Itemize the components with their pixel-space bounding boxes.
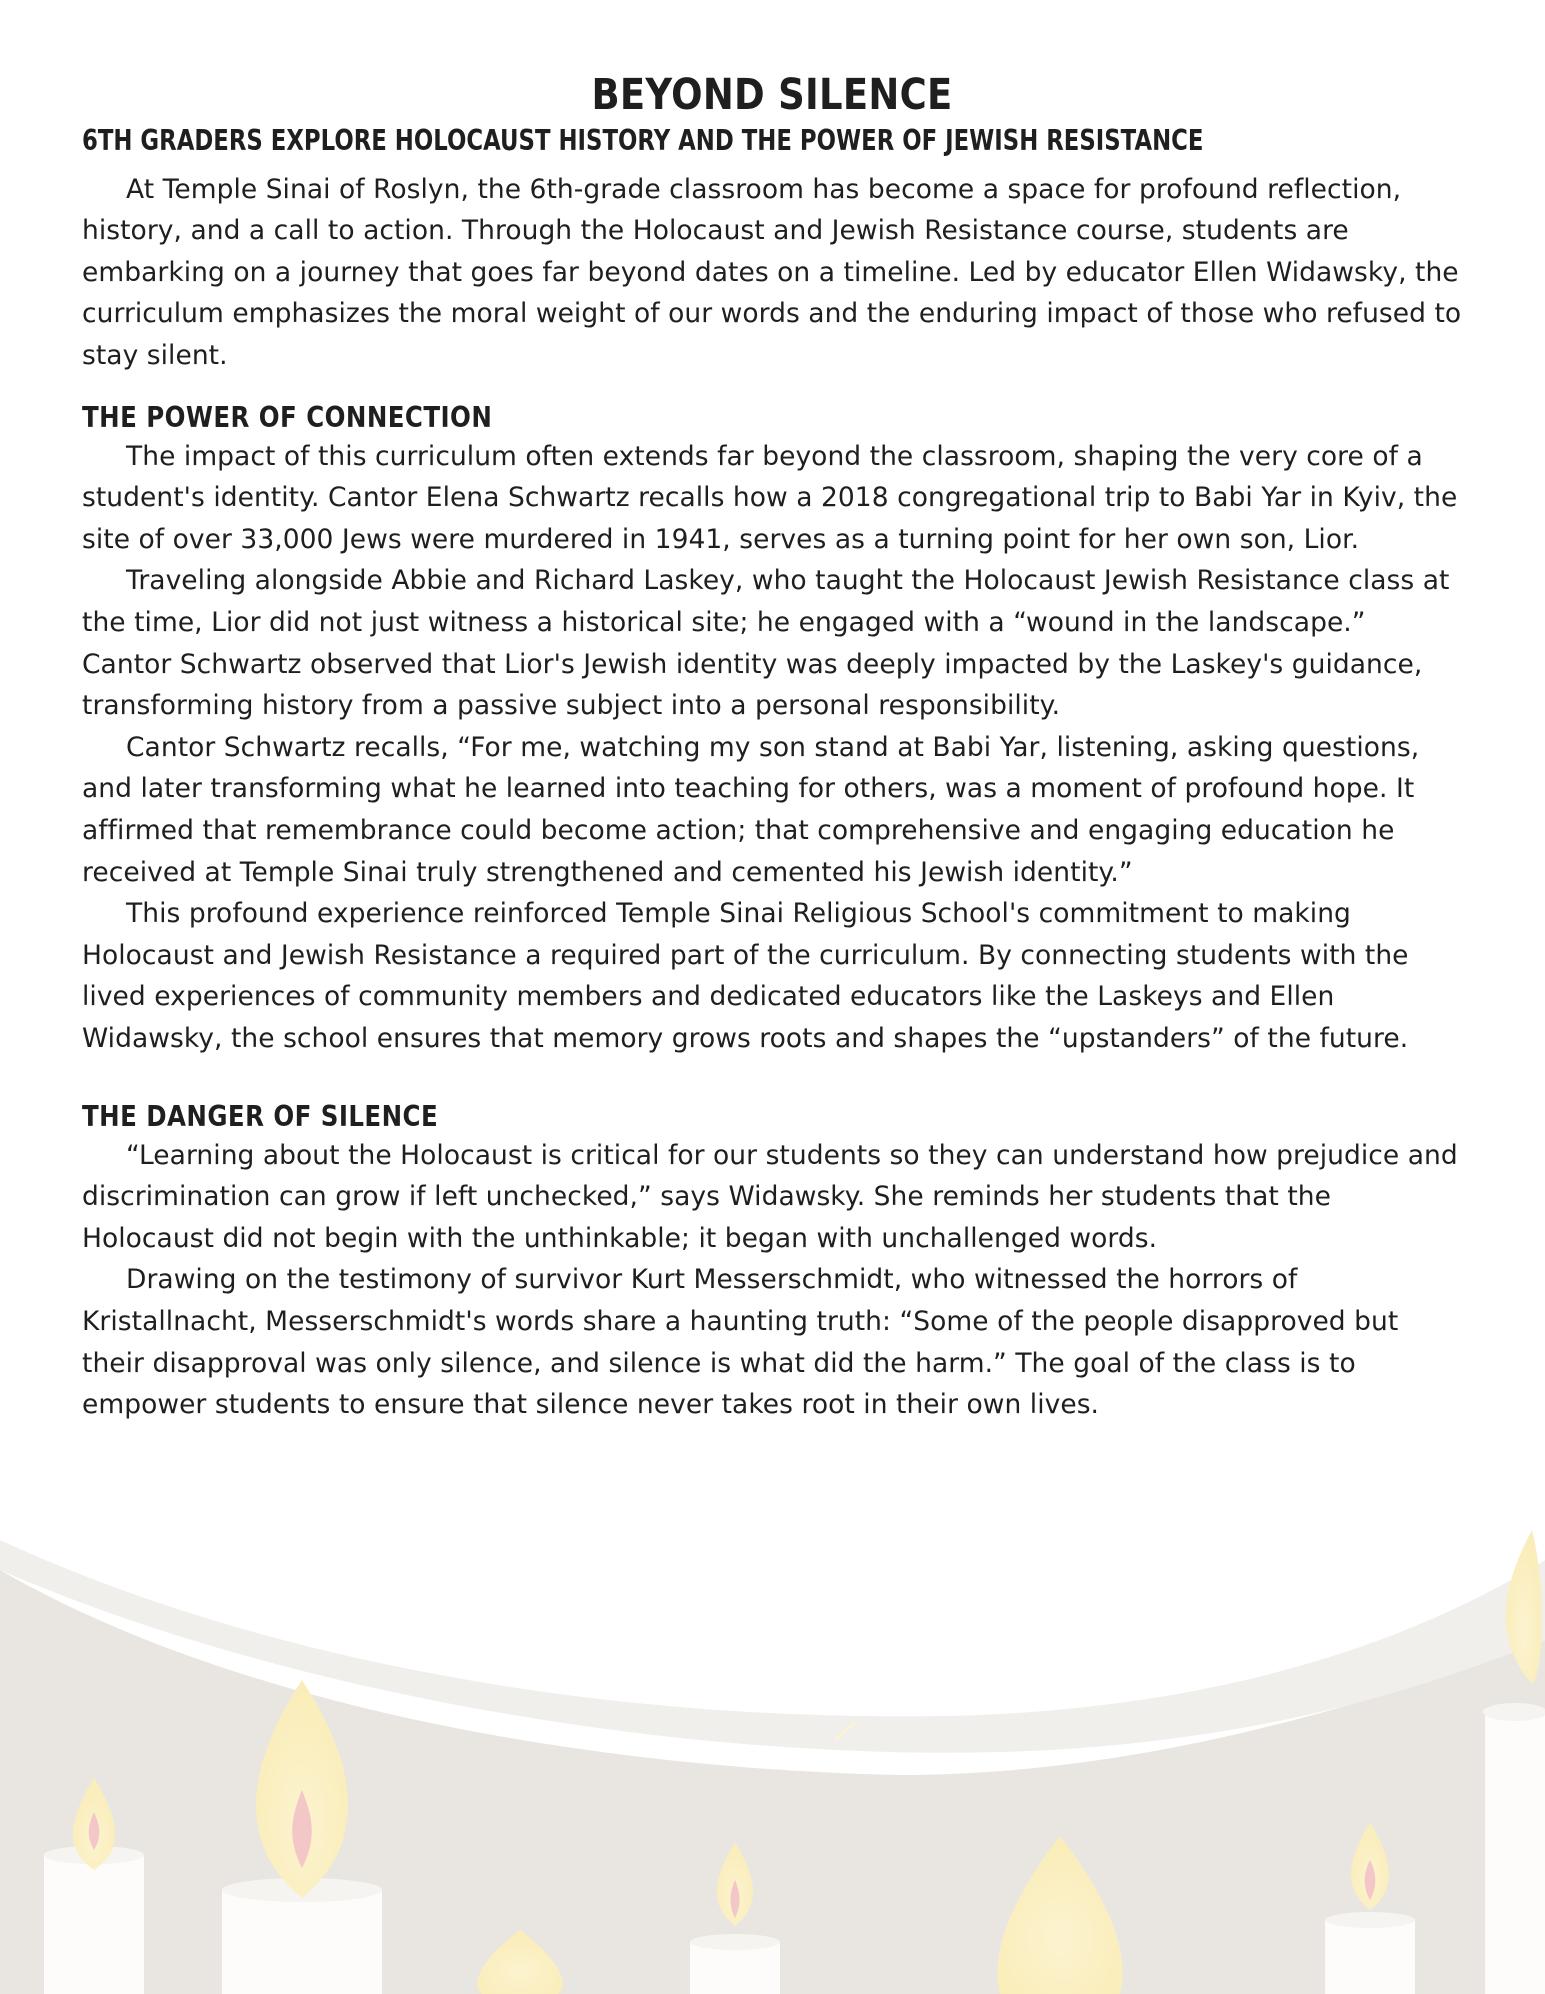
- section-paragraph: This profound experience reinforced Temple Sinai Religious School's commitment to making Holocaust and Jewish Resistance a required part of the curriculum. By connecting students with the lived experiences of community members and dedicated educators like the Laskeys and Ellen Widawsky, the school ensures that memory grows roots and shapes the “upstanders” of the future.: [82, 898, 1409, 1054]
- section-paragraph: Drawing on the testimony of survivor Kurt Messerschmidt, who witnessed the horrors of Kristallnacht, Messerschmidt's words share a haunting truth: “Some of the people disapproved but their disapproval was only silence, and silence is what did the harm.” The goal of the class is to empower students to ensure that silence never takes root in their own lives.: [82, 1264, 1399, 1421]
- section-heading-silence: THE DANGER OF SILENCE: [82, 1099, 439, 1133]
- article: [82, 70, 1462, 1426]
- section-paragraph: Traveling alongside Abbie and Richard Laskey, who taught the Holocaust Jewish Resistance class at the time, Lior did not just witness a historical site; he engaged with a “wound in the landscape.” Cantor Schwartz observed that Lior's Jewish identity was deeply impacted by the Laskey's guidance, transforming history from a passive subject into a personal responsibility.: [82, 565, 1450, 722]
- page-subtitle: 6TH GRADERS EXPLORE HOLOCAUST HISTORY AND THE POWER OF JEWISH RESISTANCE: [82, 123, 1204, 157]
- section-paragraph: “Learning about the Holocaust is critical for our students so they can understand how prejudice and discrimination can grow if left unchecked,” says Widawsky. She reminds her students that the Holocaust did not begin with the unthinkable; it began with unchallenged words.: [82, 1139, 1458, 1254]
- page-title: BEYOND SILENCE: [591, 70, 953, 120]
- candle-icon: [690, 1934, 780, 1994]
- section-paragraph: Cantor Schwartz recalls, “For me, watching my son stand at Babi Yar, listening, asking questions, and later transforming what he learned into teaching for others, was a moment of profound hope. It affirmed that remembrance could become action; that comprehensive and engaging education he received at Temple Sinai truly strengthened and cemented his Jewish identity.”: [82, 731, 1420, 888]
- candle-icon: [1483, 1703, 1545, 1994]
- section-heading-connection: THE POWER OF CONNECTION: [82, 400, 493, 434]
- section-paragraph: The impact of this curriculum often extends far beyond the classroom, shaping the very core of a student's identity. Cantor Elena Schwartz recalls how a 2018 congregational trip to Babi Yar in Kyiv, the site of over 33,000 Jews were murdered in 1941, serves as a turning point for her own son, Lior.: [82, 440, 1458, 555]
- intro-paragraph: At Temple Sinai of Roslyn, the 6th-grade classroom has become a space for profound reflection, history, and a call to action. Through the Holocaust and Jewish Resistance course, students are embarking on a journey that goes far beyond dates on a timeline. Led by educator Ellen Widawsky, the curriculum emphasizes the moral weight of our words and the enduring impact of those who refused to stay silent.: [82, 173, 1462, 372]
- candle-icon: [1325, 1912, 1415, 1994]
